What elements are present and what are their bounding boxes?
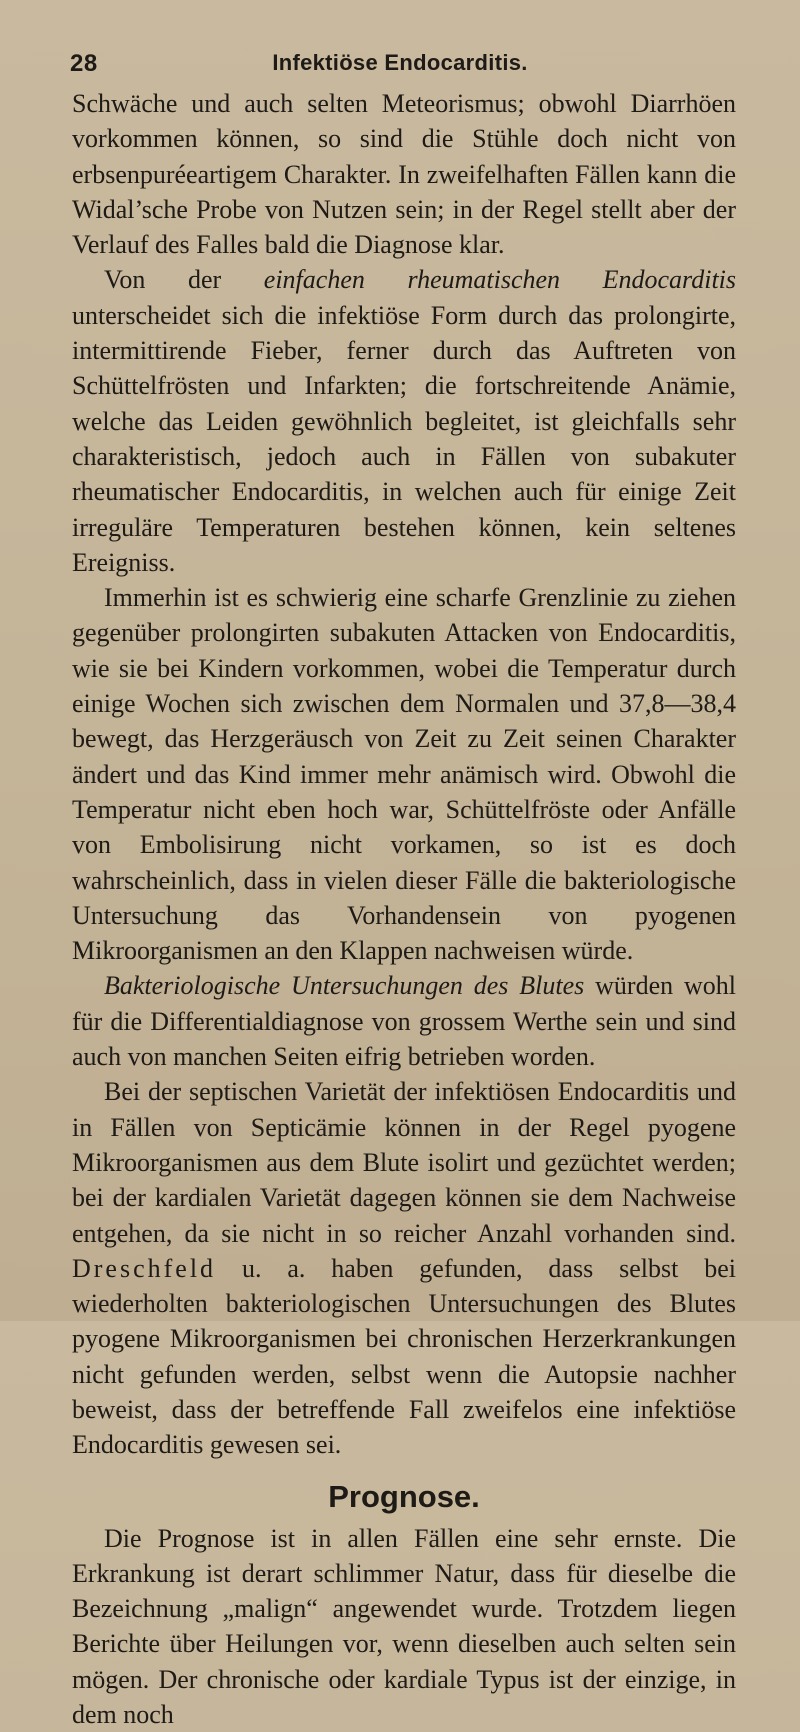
paragraph-2-italic: einfachen rheumatischen Endocarditis (263, 265, 737, 295)
page-number: 28 (70, 50, 98, 77)
body-text (72, 86, 736, 1732)
paragraph-2 (72, 262, 736, 580)
page-header (0, 28, 800, 77)
running-title: Infektiöse Endocarditis. (272, 50, 528, 75)
paragraph-5-rest: u. a. haben gefunden, dass selbst bei wiederholten bakteriologischen Untersuchungen des Blutes pyogene Mikroorganismen bei chronischen Herzerkrankungen nicht gefunden werden, selbst wenn die Autopsie nachher beweist, dass der betreffende Fall zweifelos eine infektiöse Endocarditis gewesen sei. (72, 1253, 736, 1460)
paragraph-2-lead: Von der (104, 265, 264, 295)
author-name: Dreschfeld (72, 1253, 217, 1283)
paragraph-4-italic: Bakteriologische Untersuchungen des Blutes (104, 971, 585, 1001)
paragraph-1: Schwäche und auch selten Meteorismus; obwohl Diarrhöen vorkommen können, so sind die Stühle doch nicht von erbsenpuréeartigem Charakter. In zweifelhaften Fällen kann die Widal’sche Probe von Nutzen sein; in der Regel stellt aber der Verlauf des Falles bald die Diagnose klar. (72, 89, 736, 260)
section-heading: Prognose. (328, 1478, 480, 1514)
paragraph-4-rest: würden wohl für die Differentialdiagnose von grossem Werthe sein und sind auch von manchen Seiten eifrig betrieben worden. (72, 971, 736, 1072)
paragraph-4 (72, 968, 736, 1074)
paragraph-6: Die Prognose ist in allen Fällen eine sehr ernste. Die Erkrankung ist derart schlimmer Natur, dass für dieselbe die Bezeichnung „malign“ angewendet wurde. Trotzdem liegen Berichte über Heilungen vor, wenn dieselben auch selten sein mögen. Der chronische oder kardiale Typus ist der einzige, in dem noch (72, 1523, 736, 1730)
paragraph-2-rest: unterscheidet sich die infektiöse Form durch das prolongirte, intermittirende Fieber, ferner durch das Auftreten von Schüttelfrösten und Infarkten; die fortschreitende Anämie, welche das Leiden gewöhnlich begleitet, ist gleichfalls sehr charakteristisch, jedoch auch in Fällen von subakuter rheumatischer Endocarditis, in welchen auch für einige Zeit irreguläre Temperaturen bestehen können, kein seltenes Ereigniss. (72, 300, 736, 577)
paragraph-5-lead: Bei der septischen Varietät der infektiösen Endocarditis und in Fällen von Septicämie können in der Regel pyogene Mikroorganismen aus dem Blute isolirt und gezüchtet werden; bei der kardialen Varietät dagegen können sie dem Nachweise entgehen, da sie nicht in so reicher Anzahl vorhanden sind. (72, 1077, 736, 1248)
paragraph-3: Immerhin ist es schwierig eine scharfe Grenzlinie zu ziehen gegenüber prolongirten subakuten Attacken von Endocarditis, wie sie bei Kindern vorkommen, wobei die Temperatur durch einige Wochen sich zwischen dem Normalen und 37,8—38,4 bewegt, das Herzgeräusch von Zeit zu Zeit seinen Charakter ändert und das Kind immer mehr anämisch wird. Obwohl die Temperatur nicht eben hoch war, Schüttelfröste oder Anfälle von Embolisirung nicht vorkamen, so ist es doch wahrscheinlich, dass in vielen dieser Fälle die bakteriologische Untersuchung das Vorhandensein von pyogenen Mikroorganismen an den Klappen nachweisen würde. (72, 583, 736, 966)
paragraph-5 (72, 1074, 736, 1462)
